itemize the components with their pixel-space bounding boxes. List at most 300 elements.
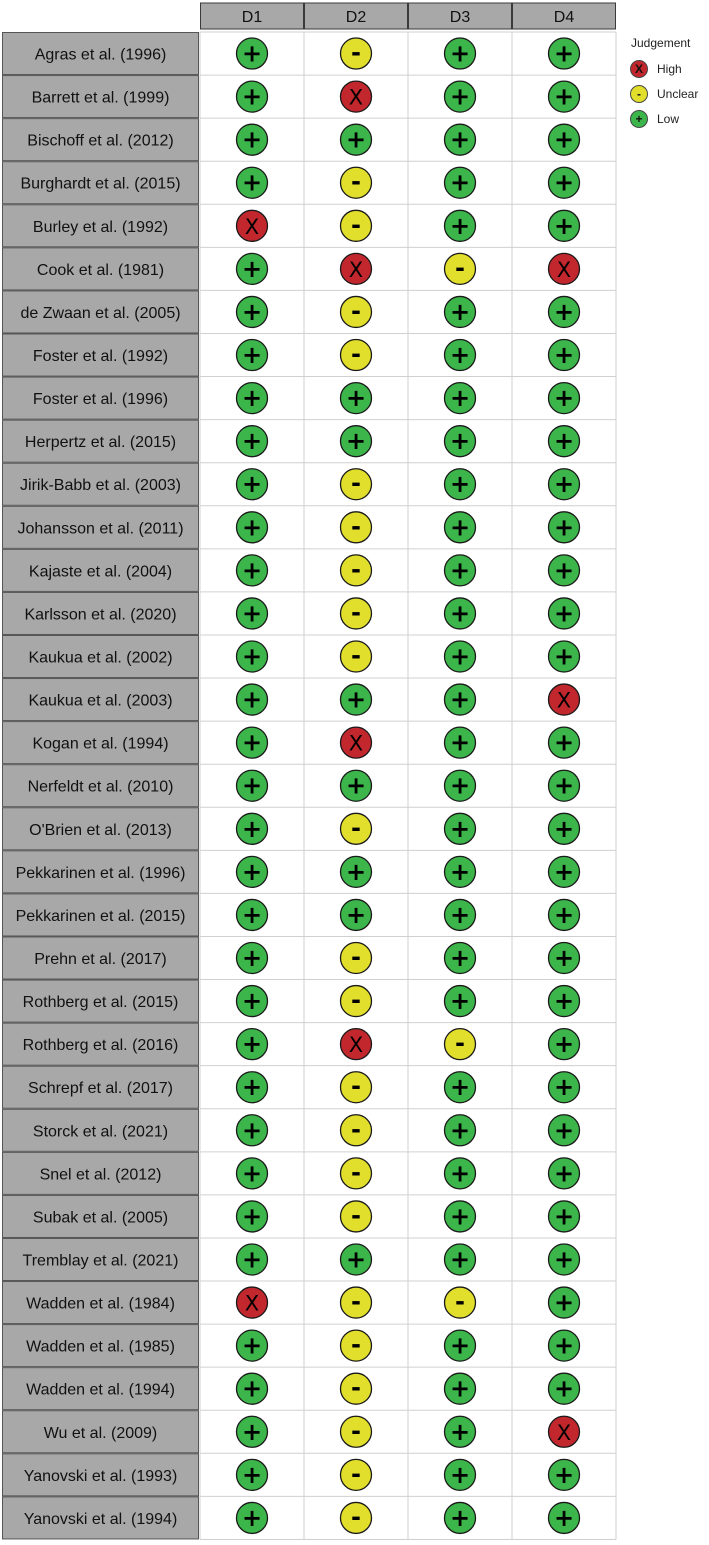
judgement-symbol: + (449, 470, 471, 499)
judgement-symbol: + (241, 39, 263, 68)
judgement-low-icon (445, 856, 476, 887)
judgement-low-icon (341, 124, 372, 155)
judgement-symbol: + (241, 254, 263, 283)
judgement-low-icon (237, 38, 268, 69)
judgement-low-icon (445, 943, 476, 974)
judgement-low-icon (445, 210, 476, 241)
judgement-unclear-icon (341, 340, 372, 371)
judgement-symbol: + (345, 857, 367, 886)
judgement-low-icon (445, 770, 476, 801)
judgement-low-icon (549, 899, 580, 930)
table-row (3, 1238, 580, 1280)
judgement-unclear-icon (341, 641, 372, 672)
study-label: Herpertz et al. (2015) (24, 434, 177, 452)
judgement-symbol: + (553, 1030, 575, 1059)
judgement-low-icon (237, 1201, 268, 1232)
judgement-low-icon (445, 383, 476, 414)
judgement-symbol: + (241, 1030, 263, 1059)
judgement-symbol: - (351, 943, 361, 972)
judgement-low-icon (445, 1330, 476, 1361)
judgement-low-icon (237, 81, 268, 112)
judgement-high-icon (549, 1416, 580, 1447)
study-label: Wu et al. (2009) (43, 1424, 158, 1442)
judgement-symbol: + (449, 168, 471, 197)
table-row (3, 549, 580, 591)
judgement-symbol: + (449, 1374, 471, 1403)
table-row (3, 722, 580, 764)
judgement-symbol: + (241, 297, 263, 326)
judgement-low-icon (341, 383, 372, 414)
study-label: Pekkarinen et al. (1996) (15, 864, 186, 882)
judgement-symbol: - (455, 1287, 465, 1316)
table-row (3, 463, 580, 505)
judgement-symbol: X (348, 731, 364, 756)
judgement-low-icon (549, 469, 580, 500)
study-label: Wadden et al. (1984) (26, 1295, 175, 1313)
judgement-low-icon (237, 1502, 268, 1533)
judgement-symbol: - (351, 210, 361, 239)
legend-item-low (630, 106, 709, 131)
column-header-d3 (409, 3, 512, 29)
judgement-low-icon (445, 167, 476, 198)
judgement-unclear-icon (341, 1502, 372, 1533)
judgement-high-icon (549, 253, 580, 284)
judgement-low-icon (341, 684, 372, 715)
table-row (3, 592, 580, 634)
judgement-symbol: + (449, 39, 471, 68)
judgement-symbol: X (556, 257, 572, 282)
judgement-unclear-icon (341, 469, 372, 500)
judgement-low-icon (237, 1330, 268, 1361)
judgement-low-icon (237, 253, 268, 284)
judgement-unclear-icon (341, 598, 372, 629)
judgement-low-icon (237, 1459, 268, 1490)
judgement-high-icon (341, 1029, 372, 1060)
judgement-symbol: + (553, 814, 575, 843)
judgement-symbol: - (351, 167, 361, 196)
judgement-low-icon (237, 340, 268, 371)
judgement-symbol: + (241, 125, 263, 154)
judgement-low-icon (445, 81, 476, 112)
study-label: Nerfeldt et al. (2010) (27, 778, 174, 796)
study-label: Yanovski et al. (1993) (23, 1467, 178, 1485)
judgement-symbol: + (241, 427, 263, 456)
judgement-low-icon (445, 1158, 476, 1189)
judgement-unclear-icon (341, 1459, 372, 1490)
judgement-low-icon (445, 38, 476, 69)
judgement-unclear-icon (341, 1416, 372, 1447)
judgement-low-icon (549, 38, 580, 69)
judgement-symbol: + (449, 125, 471, 154)
judgement-symbol: + (449, 427, 471, 456)
judgement-symbol: - (351, 1201, 361, 1230)
judgement-symbol: - (351, 512, 361, 541)
judgement-unclear-icon (341, 943, 372, 974)
judgement-symbol: + (553, 1331, 575, 1360)
legend-item-unclear (630, 81, 709, 106)
study-label: Kajaste et al. (2004) (28, 563, 173, 581)
judgement-unclear-icon (341, 38, 372, 69)
study-label: O'Brien et al. (2013) (29, 821, 172, 839)
judgement-low-icon (445, 1373, 476, 1404)
table-row (3, 980, 580, 1022)
judgement-symbol: + (241, 771, 263, 800)
judgement-symbol: + (241, 642, 263, 671)
judgement-low-icon (237, 1158, 268, 1189)
table-row (3, 1325, 580, 1367)
judgement-symbol: + (449, 341, 471, 370)
column-header-d1 (201, 3, 304, 29)
judgement-symbol: + (449, 944, 471, 973)
table-row (3, 635, 580, 677)
column-label-d1: D1 (241, 9, 263, 26)
judgement-symbol: + (241, 987, 263, 1016)
judgement-symbol: - (351, 1330, 361, 1359)
judgement-symbol: X (244, 214, 260, 239)
study-label: Rothberg et al. (2016) (22, 1037, 179, 1055)
judgement-symbol: - (351, 1416, 361, 1445)
judgement-symbol: - (351, 340, 361, 369)
judgement-symbol: - (351, 555, 361, 584)
table-row (3, 1152, 580, 1194)
judgement-symbol: - (351, 1502, 361, 1531)
judgement-low-icon (549, 555, 580, 586)
judgement-low-icon (549, 1373, 580, 1404)
judgement-symbol: + (241, 900, 263, 929)
judgement-symbol: + (553, 944, 575, 973)
judgement-low-icon (549, 641, 580, 672)
table-row (3, 506, 580, 548)
judgement-symbol: - (351, 598, 361, 627)
judgement-symbol: + (553, 1202, 575, 1231)
judgement-symbol: + (553, 82, 575, 111)
judgement-low-icon (549, 598, 580, 629)
legend-item-high (630, 56, 709, 81)
study-label: Subak et al. (2005) (32, 1209, 169, 1227)
judgement-symbol: + (553, 1503, 575, 1532)
judgement-unclear-icon (341, 1115, 372, 1146)
judgement-symbol: + (345, 900, 367, 929)
table-row (3, 119, 580, 161)
judgement-low-icon (445, 469, 476, 500)
judgement-low-icon (549, 1287, 580, 1318)
judgement-symbol: + (241, 1417, 263, 1446)
judgement-low-icon (341, 426, 372, 457)
judgement-symbol: + (553, 384, 575, 413)
judgement-low-icon (549, 986, 580, 1017)
judgement-low-icon (445, 684, 476, 715)
judgement-symbol: X (348, 1033, 364, 1058)
table-row (3, 1282, 580, 1324)
judgement-high-icon (237, 1287, 268, 1318)
judgement-symbol: + (449, 1202, 471, 1231)
judgement-symbol: + (241, 685, 263, 714)
judgement-symbol: + (553, 427, 575, 456)
judgement-low-icon (549, 1115, 580, 1146)
judgement-low-icon (445, 1201, 476, 1232)
judgement-low-icon (237, 469, 268, 500)
judgement-low-icon (237, 1029, 268, 1060)
judgement-low-icon (445, 899, 476, 930)
study-label: Kaukua et al. (2002) (28, 649, 173, 667)
judgement-symbol: - (351, 1158, 361, 1187)
table-row (3, 851, 580, 893)
judgement-symbol: - (351, 1373, 361, 1402)
table-row (3, 205, 580, 247)
table-row (3, 420, 580, 462)
study-label: Prehn et al. (2017) (34, 951, 167, 969)
judgement-unclear-icon (341, 986, 372, 1017)
judgement-symbol: X (244, 1291, 260, 1316)
judgement-symbol: X (348, 85, 364, 110)
judgement-low-icon (445, 512, 476, 543)
judgement-low-icon (549, 1072, 580, 1103)
judgement-symbol: + (553, 341, 575, 370)
judgement-symbol: + (241, 1374, 263, 1403)
judgement-low-icon (549, 727, 580, 758)
judgement-low-icon (237, 1373, 268, 1404)
judgement-low-icon (237, 512, 268, 543)
judgement-low-icon (237, 1416, 268, 1447)
study-label: Karlsson et al. (2020) (24, 606, 177, 624)
judgement-low-icon (549, 210, 580, 241)
judgement-symbol: + (241, 556, 263, 585)
judgement-symbol: + (449, 211, 471, 240)
judgement-symbol: + (553, 1116, 575, 1145)
table-row (3, 248, 580, 290)
study-label: de Zwaan et al. (2005) (20, 304, 181, 322)
judgement-low-icon (237, 124, 268, 155)
judgement-unclear-icon (341, 296, 372, 327)
judgement-low-icon (549, 770, 580, 801)
table-row (3, 76, 580, 118)
judgement-symbol: + (449, 771, 471, 800)
judgement-low-icon (549, 426, 580, 457)
judgement-high-icon (341, 253, 372, 284)
column-header-d2 (305, 3, 408, 29)
study-label: Agras et al. (1996) (34, 46, 167, 64)
judgement-high-icon (549, 684, 580, 715)
judgement-low-icon (237, 727, 268, 758)
judgement-low-icon (237, 167, 268, 198)
judgement-low-icon (341, 899, 372, 930)
judgement-symbol: X (348, 257, 364, 282)
judgement-unclear-icon (445, 1029, 476, 1060)
judgement-symbol: + (553, 771, 575, 800)
judgement-symbol: + (449, 297, 471, 326)
study-label: Kogan et al. (1994) (32, 735, 169, 753)
legend-high-icon: X (630, 60, 648, 78)
judgement-symbol: + (553, 1073, 575, 1102)
study-label: Schrepf et al. (2017) (28, 1080, 173, 1098)
judgement-low-icon (237, 598, 268, 629)
judgement-symbol: + (345, 427, 367, 456)
judgement-low-icon (549, 1502, 580, 1533)
judgement-symbol: - (351, 1115, 361, 1144)
table-row (3, 1195, 580, 1237)
table-row (3, 1411, 580, 1453)
legend-label-high: High (657, 61, 682, 76)
judgement-symbol: - (351, 1287, 361, 1316)
judgement-symbol: + (449, 1073, 471, 1102)
legend-unclear-icon: - (630, 85, 648, 103)
judgement-symbol: + (449, 1417, 471, 1446)
judgement-symbol: + (449, 556, 471, 585)
judgement-symbol: + (553, 642, 575, 671)
judgement-symbol: + (553, 857, 575, 886)
table-row (3, 808, 580, 850)
judgement-low-icon (549, 1029, 580, 1060)
judgement-symbol: + (553, 599, 575, 628)
judgement-high-icon (341, 727, 372, 758)
judgement-symbol: + (449, 814, 471, 843)
study-label: Cook et al. (1981) (36, 261, 165, 279)
judgement-unclear-icon (445, 253, 476, 284)
study-label: Pekkarinen et al. (2015) (15, 907, 186, 925)
judgement-symbol: + (553, 556, 575, 585)
judgement-low-icon (341, 1244, 372, 1275)
judgement-low-icon (445, 296, 476, 327)
judgement-symbol: - (351, 469, 361, 498)
table-row (3, 33, 580, 75)
judgement-symbol: + (553, 987, 575, 1016)
column-header-d4 (513, 3, 616, 29)
judgement-symbol: + (553, 1460, 575, 1489)
judgement-symbol: + (345, 384, 367, 413)
table-row (3, 679, 580, 721)
judgement-unclear-icon (341, 555, 372, 586)
judgement-symbol: + (553, 125, 575, 154)
judgement-symbol: X (556, 1420, 572, 1445)
judgement-symbol: + (553, 211, 575, 240)
table-row (3, 377, 580, 419)
study-label: Burghardt et al. (2015) (20, 175, 181, 193)
judgement-high-icon (237, 210, 268, 241)
judgement-low-icon (549, 124, 580, 155)
judgement-low-icon (237, 943, 268, 974)
judgement-symbol: X (556, 688, 572, 713)
judgement-low-icon (341, 856, 372, 887)
study-label: Snel et al. (2012) (39, 1166, 162, 1184)
judgement-symbol: - (351, 38, 361, 67)
table-row (3, 894, 580, 936)
judgement-unclear-icon (341, 210, 372, 241)
judgement-symbol: + (241, 857, 263, 886)
judgement-symbol: + (449, 857, 471, 886)
judgement-low-icon (445, 426, 476, 457)
judgement-symbol: + (553, 728, 575, 757)
table-row (3, 1109, 580, 1151)
judgement-symbol: + (241, 944, 263, 973)
judgement-symbol: + (241, 599, 263, 628)
study-label: Wadden et al. (1994) (26, 1381, 175, 1399)
judgement-symbol: - (351, 986, 361, 1015)
study-label: Foster et al. (1996) (32, 391, 169, 409)
judgement-low-icon (237, 1072, 268, 1103)
table-row (3, 1066, 580, 1108)
study-label: Foster et al. (1992) (32, 348, 169, 366)
judgement-symbol: + (553, 1374, 575, 1403)
judgement-symbol: + (449, 599, 471, 628)
legend-low-icon: + (630, 110, 648, 128)
judgement-low-icon (237, 1244, 268, 1275)
judgement-low-icon (549, 1201, 580, 1232)
judgement-low-icon (237, 813, 268, 844)
judgement-low-icon (445, 813, 476, 844)
judgement-low-icon (237, 555, 268, 586)
judgement-symbol: + (241, 470, 263, 499)
judgement-low-icon (237, 770, 268, 801)
judgement-symbol: + (241, 1202, 263, 1231)
table-row (3, 334, 580, 376)
judgement-symbol: - (351, 1459, 361, 1488)
judgement-low-icon (549, 1330, 580, 1361)
judgement-symbol: + (449, 384, 471, 413)
judgement-symbol: + (345, 1245, 367, 1274)
column-label-d3: D3 (449, 9, 471, 26)
table-row (3, 1023, 580, 1065)
judgement-symbol: + (553, 1245, 575, 1274)
judgement-symbol: + (241, 384, 263, 413)
judgement-symbol: + (553, 1288, 575, 1317)
judgement-symbol: + (241, 168, 263, 197)
judgement-unclear-icon (341, 1201, 372, 1232)
judgement-symbol: + (241, 1245, 263, 1274)
judgement-low-icon (445, 1072, 476, 1103)
judgement-unclear-icon (341, 1158, 372, 1189)
judgement-symbol: + (345, 771, 367, 800)
judgement-low-icon (445, 1244, 476, 1275)
judgement-low-icon (549, 81, 580, 112)
judgement-low-icon (237, 296, 268, 327)
judgement-unclear-icon (341, 1330, 372, 1361)
study-label: Tremblay et al. (2021) (22, 1252, 179, 1270)
judgement-symbol: + (241, 1159, 263, 1188)
judgement-symbol: + (449, 987, 471, 1016)
judgement-low-icon (237, 426, 268, 457)
judgement-low-icon (549, 167, 580, 198)
study-label: Bischoff et al. (2012) (27, 132, 174, 150)
judgement-symbol: + (449, 900, 471, 929)
judgement-unclear-icon (341, 1072, 372, 1103)
judgement-symbol: + (449, 1460, 471, 1489)
judgement-high-icon (341, 81, 372, 112)
judgement-symbol: - (351, 296, 361, 325)
judgement-symbol: + (241, 82, 263, 111)
judgement-symbol: + (241, 1331, 263, 1360)
table-row (3, 1368, 580, 1410)
judgement-unclear-icon (341, 167, 372, 198)
judgement-low-icon (445, 598, 476, 629)
judgement-low-icon (549, 296, 580, 327)
table-row (3, 937, 580, 979)
judgement-unclear-icon (445, 1287, 476, 1318)
judgement-low-icon (445, 124, 476, 155)
judgement-low-icon (237, 684, 268, 715)
judgement-symbol: - (351, 813, 361, 842)
judgement-low-icon (445, 1459, 476, 1490)
study-label: Johansson et al. (2011) (17, 520, 184, 538)
judgement-symbol: - (351, 641, 361, 670)
judgement-low-icon (549, 1244, 580, 1275)
judgement-low-icon (237, 899, 268, 930)
judgement-low-icon (445, 986, 476, 1017)
judgement-symbol: + (449, 82, 471, 111)
judgement-low-icon (445, 1502, 476, 1533)
column-label-d4: D4 (553, 9, 575, 26)
judgement-symbol: + (449, 513, 471, 542)
judgement-symbol: + (553, 513, 575, 542)
